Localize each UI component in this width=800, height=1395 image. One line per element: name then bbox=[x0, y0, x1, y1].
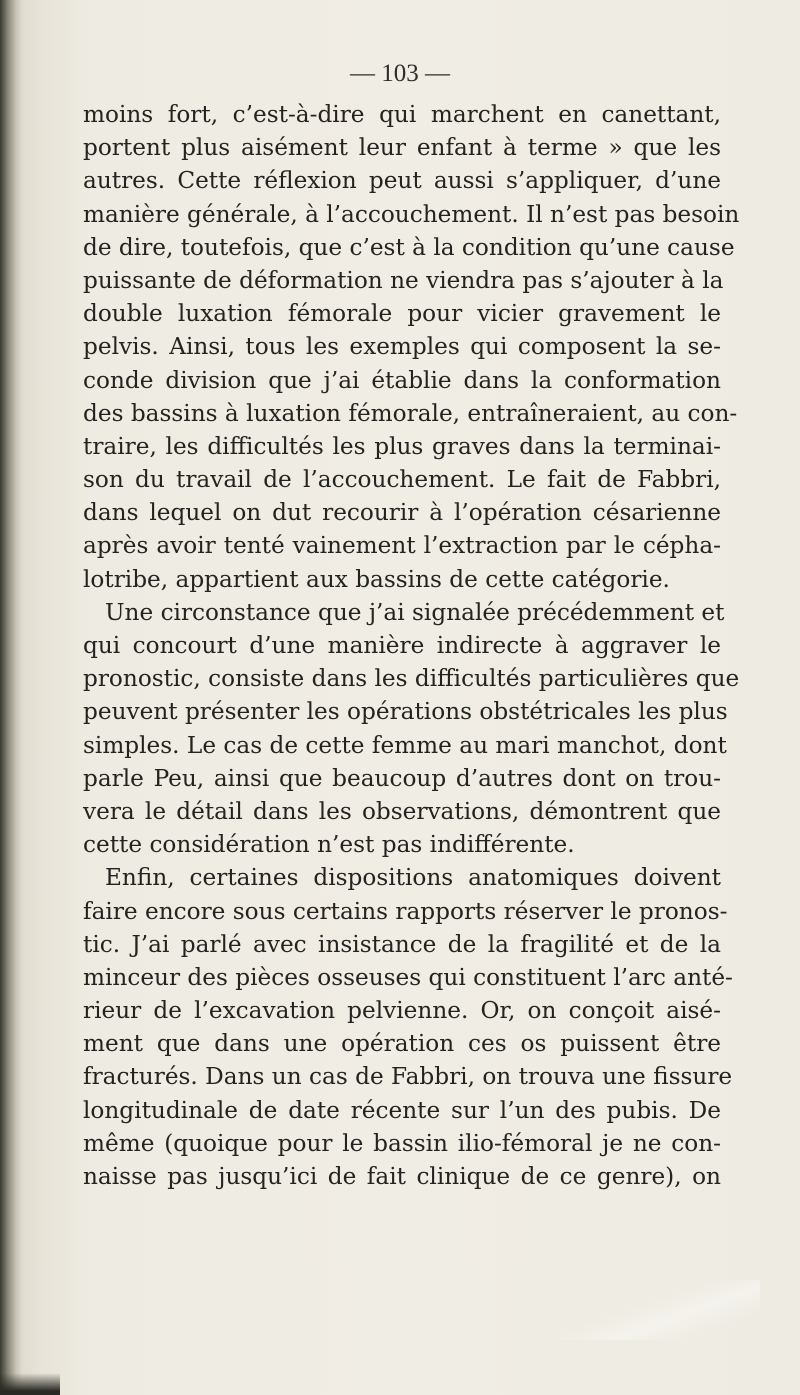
text-line: dans lequel on dut recourir à l’opération césarienne bbox=[83, 499, 721, 527]
text-line: cette considération n’est pas indifférente. bbox=[83, 831, 575, 859]
text-line: même (quoique pour le bassin ilio-fémoral je ne con- bbox=[83, 1129, 721, 1157]
text-line: tic. J’ai parlé avec insistance de la fragilité et de la bbox=[83, 930, 721, 958]
body-text bbox=[83, 98, 740, 1193]
text-line: Enfin, certaines dispositions anatomiques doivent bbox=[105, 864, 721, 892]
text-line: qui concourt d’une manière indirecte à aggraver le bbox=[83, 632, 721, 659]
text-line: ment que dans une opération ces os puissent être bbox=[83, 1030, 721, 1058]
text-line: moins fort, c’est-à-dire qui marchent en canettant, bbox=[83, 101, 721, 128]
text-line: longitudinale de date récente sur l’un des pubis. De bbox=[83, 1096, 721, 1124]
paper-smudge bbox=[560, 1280, 760, 1340]
book-spine-shadow bbox=[0, 0, 22, 1395]
text-line: puissante de déformation ne viendra pas s’ajouter à la bbox=[83, 266, 724, 294]
page-number: — 103 — bbox=[350, 60, 450, 87]
text-line: pronostic, consiste dans les difficultés particulières que bbox=[83, 665, 740, 693]
text-line: après avoir tenté vainement l’extraction par le cépha- bbox=[83, 532, 721, 560]
text-line: naisse pas jusqu’ici de fait clinique de ce genre), on bbox=[83, 1163, 721, 1190]
text-line: autres. Cette réflexion peut aussi s’appliquer, d’une bbox=[83, 167, 721, 195]
text-line: parle Peu, ainsi que beaucoup d’autres dont on trou- bbox=[83, 764, 721, 792]
text-line: double luxation fémorale pour vicier gravement le bbox=[83, 300, 721, 328]
text-line: fracturés. Dans un cas de Fabbri, on trouva une fissure bbox=[83, 1063, 733, 1091]
text-line: des bassins à luxation fémorale, entraîneraient, au con- bbox=[83, 399, 738, 427]
text-line: son du travail de l’accouchement. Le fait de Fabbri, bbox=[83, 466, 721, 494]
text-line: simples. Le cas de cette femme au mari manchot, dont bbox=[83, 731, 727, 759]
text-line: peuvent présenter les opérations obstétricales les plus bbox=[83, 698, 728, 726]
text-line: pelvis. Ainsi, tous les exemples qui composent la se- bbox=[83, 333, 721, 361]
text-line: de dire, toutefois, que c’est à la condition qu’une cause bbox=[83, 233, 735, 261]
page-corner-shadow bbox=[0, 1373, 60, 1395]
text-line: minceur des pièces osseuses qui constituent l’arc anté- bbox=[83, 963, 733, 991]
text-line: traire, les difficultés les plus graves dans la terminai- bbox=[83, 432, 721, 460]
text-line: rieur de l’excavation pelvienne. Or, on conçoit aisé- bbox=[83, 997, 721, 1025]
text-line: portent plus aisément leur enfant à terme » que les bbox=[83, 134, 721, 162]
text-line: vera le détail dans les observations, démontrent que bbox=[83, 797, 721, 825]
text-line: faire encore sous certains rapports réserver le pronos- bbox=[83, 897, 728, 925]
text-line: lotribe, appartient aux bassins de cette catégorie. bbox=[83, 565, 670, 593]
text-line: Une circonstance que j’ai signalée précédemment et bbox=[105, 598, 725, 626]
text-line: manière générale, à l’accouchement. Il n’est pas besoin bbox=[83, 200, 740, 228]
text-line: conde division que j’ai établie dans la conformation bbox=[83, 366, 721, 394]
